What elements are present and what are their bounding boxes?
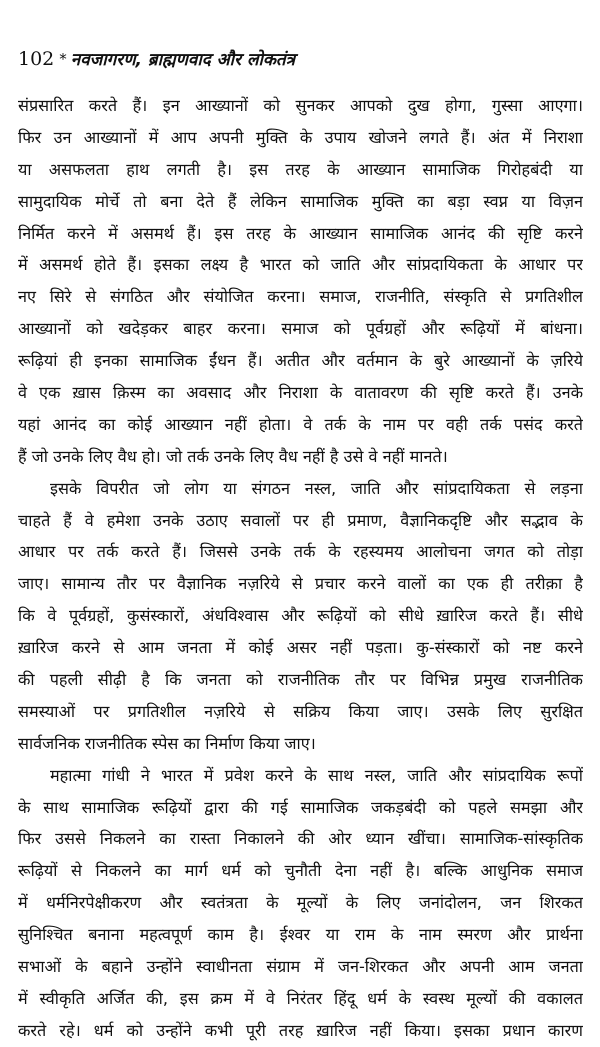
paragraph [18, 90, 583, 473]
header-separator: * [59, 50, 67, 68]
text-line: संप्रसारित करते हैं। इन आख्यानों को सुनकर आपको दुख होगा, गुस्सा आएगा। [18, 96, 583, 115]
text-line: चाहते हैं वे हमेशा उनके उठाए सवालों पर ही प्रमाण, वैज्ञानिकदृष्टि और सद्भाव के [18, 510, 583, 530]
body-text [18, 90, 583, 1047]
text-line: या असफलता हाथ लगती है। इस तरह के आख्यान सामाजिक गिरोहबंदी या [18, 159, 583, 179]
paragraph [18, 760, 583, 1047]
text-line: सभाओं के बहाने उन्होंने स्वाधीनता संग्राम में जन-शिरकत और अपनी आम जनता [18, 957, 583, 977]
text-line: ख़ारिज करने से आम जनता में कोई असर नहीं पड़ता। कु-संस्कारों को नष्ट करने [18, 638, 583, 658]
text-line: इसके विपरीत जो लोग या संगठन नस्ल, जाति और सांप्रदायिकता से लड़ना [50, 478, 583, 498]
text-line: रूढ़ियों से निकलने का मार्ग धर्म को चुनौती देना नहीं है। बल्कि आधुनिक समाज [18, 861, 583, 881]
text-line: में स्वीकृति अर्जित की, इस क्रम में वे निरंतर हिंदू धर्म के स्वस्थ मूल्यों की वकालत [18, 988, 583, 1008]
page-header [18, 44, 295, 74]
paragraph [18, 473, 583, 760]
text-line: हैं जो उनके लिए वैध हो। जो तर्क उनके लिए वैध नहीं है उसे वे नहीं मानते। [18, 446, 448, 466]
text-line: सुनिश्चित बनाना महत्वपूर्ण काम है। ईश्वर या राम के नाम स्मरण और प्रार्थना [18, 925, 583, 945]
text-line: की पहली सीढ़ी है कि जनता को राजनीतिक तौर पर विभिन्न प्रमुख राजनीतिक [18, 670, 583, 690]
text-line: नए सिरे से संगठित और संयोजित करना। समाज, राजनीति, संस्कृति से प्रगतिशील [18, 287, 583, 307]
text-line: जाए। सामान्य तौर पर वैज्ञानिक नज़रिये से प्रचार करने वालों का एक ही तरीक़ा है [18, 574, 583, 594]
text-line: फिर उससे निकलने का रास्ता निकालने की ओर ध्यान खींचा। सामाजिक-सांस्कृतिक [18, 829, 583, 849]
text-line: करते रहे। धर्म को उन्होंने कभी पूरी तरह ख़ारिज नहीं किया। इसका प्रधान कारण [18, 1020, 583, 1040]
text-line: कि वे पूर्वग्रहों, कुसंस्कारों, अंधविश्वास और रूढ़ियों को सीधे ख़ारिज करते हैं। सीधे [18, 606, 583, 626]
text-line: में असमर्थ होते हैं। इसका लक्ष्य है भारत को जाति और सांप्रदायिकता के आधार पर [18, 255, 583, 275]
text-line: रूढ़ियां ही इनका सामाजिक ईंधन हैं। अतीत और वर्तमान के बुरे आख्यानों के ज़रिये [18, 351, 583, 371]
text-line: फिर उन आख्यानों में आप अपनी मुक्ति के उपाय खोजने लगते हैं। अंत में निराशा [18, 127, 583, 147]
text-line: के साथ सामाजिक रूढ़ियों द्वारा की गई सामाजिक जकड़बंदी को पहले समझा और [18, 797, 583, 817]
running-title: नवजागरण, ब्राह्मणवाद और लोकतंत्र [70, 50, 296, 70]
page-number: 102 [18, 48, 55, 70]
text-line: यहां आनंद का कोई आख्यान नहीं होता। वे तर्क के नाम पर वही तर्क पसंद करते [18, 414, 583, 434]
text-line: समस्याओं पर प्रगतिशील नज़रिये से सक्रिय किया जाए। उसके लिए सुरक्षित [18, 701, 583, 721]
text-line: आख्यानों को खदेड़कर बाहर करना। समाज को पूर्वग्रहों और रूढ़ियों में बांधना। [18, 319, 583, 339]
text-line: आधार पर तर्क करते हैं। जिससे उनके तर्क के रहस्यमय आलोचना जगत को तोड़ा [18, 542, 583, 562]
text-line: सार्वजनिक राजनीतिक स्पेस का निर्माण किया जाए। [18, 733, 316, 753]
text-line: वे एक ख़ास क़िस्म का अवसाद और निराशा के वातावरण की सृष्टि करते हैं। उनके [18, 383, 583, 403]
text-line: में धर्मनिरपेक्षीकरण और स्वतंत्रता के मूल्यों के लिए जनांदोलन, जन शिरकत [18, 893, 583, 913]
text-line: महात्मा गांधी ने भारत में प्रवेश करने के साथ नस्ल, जाति और सांप्रदायिक रूपों [50, 765, 583, 785]
text-line: सामुदायिक मोर्चे तो बना देते हैं लेकिन सामाजिक मुक्ति का बड़ा स्वप्न या विज़न [18, 191, 583, 211]
text-line: निर्मित करने में असमर्थ हैं। इस तरह के आख्यान सामाजिक आनंद की सृष्टि करने [18, 223, 583, 243]
